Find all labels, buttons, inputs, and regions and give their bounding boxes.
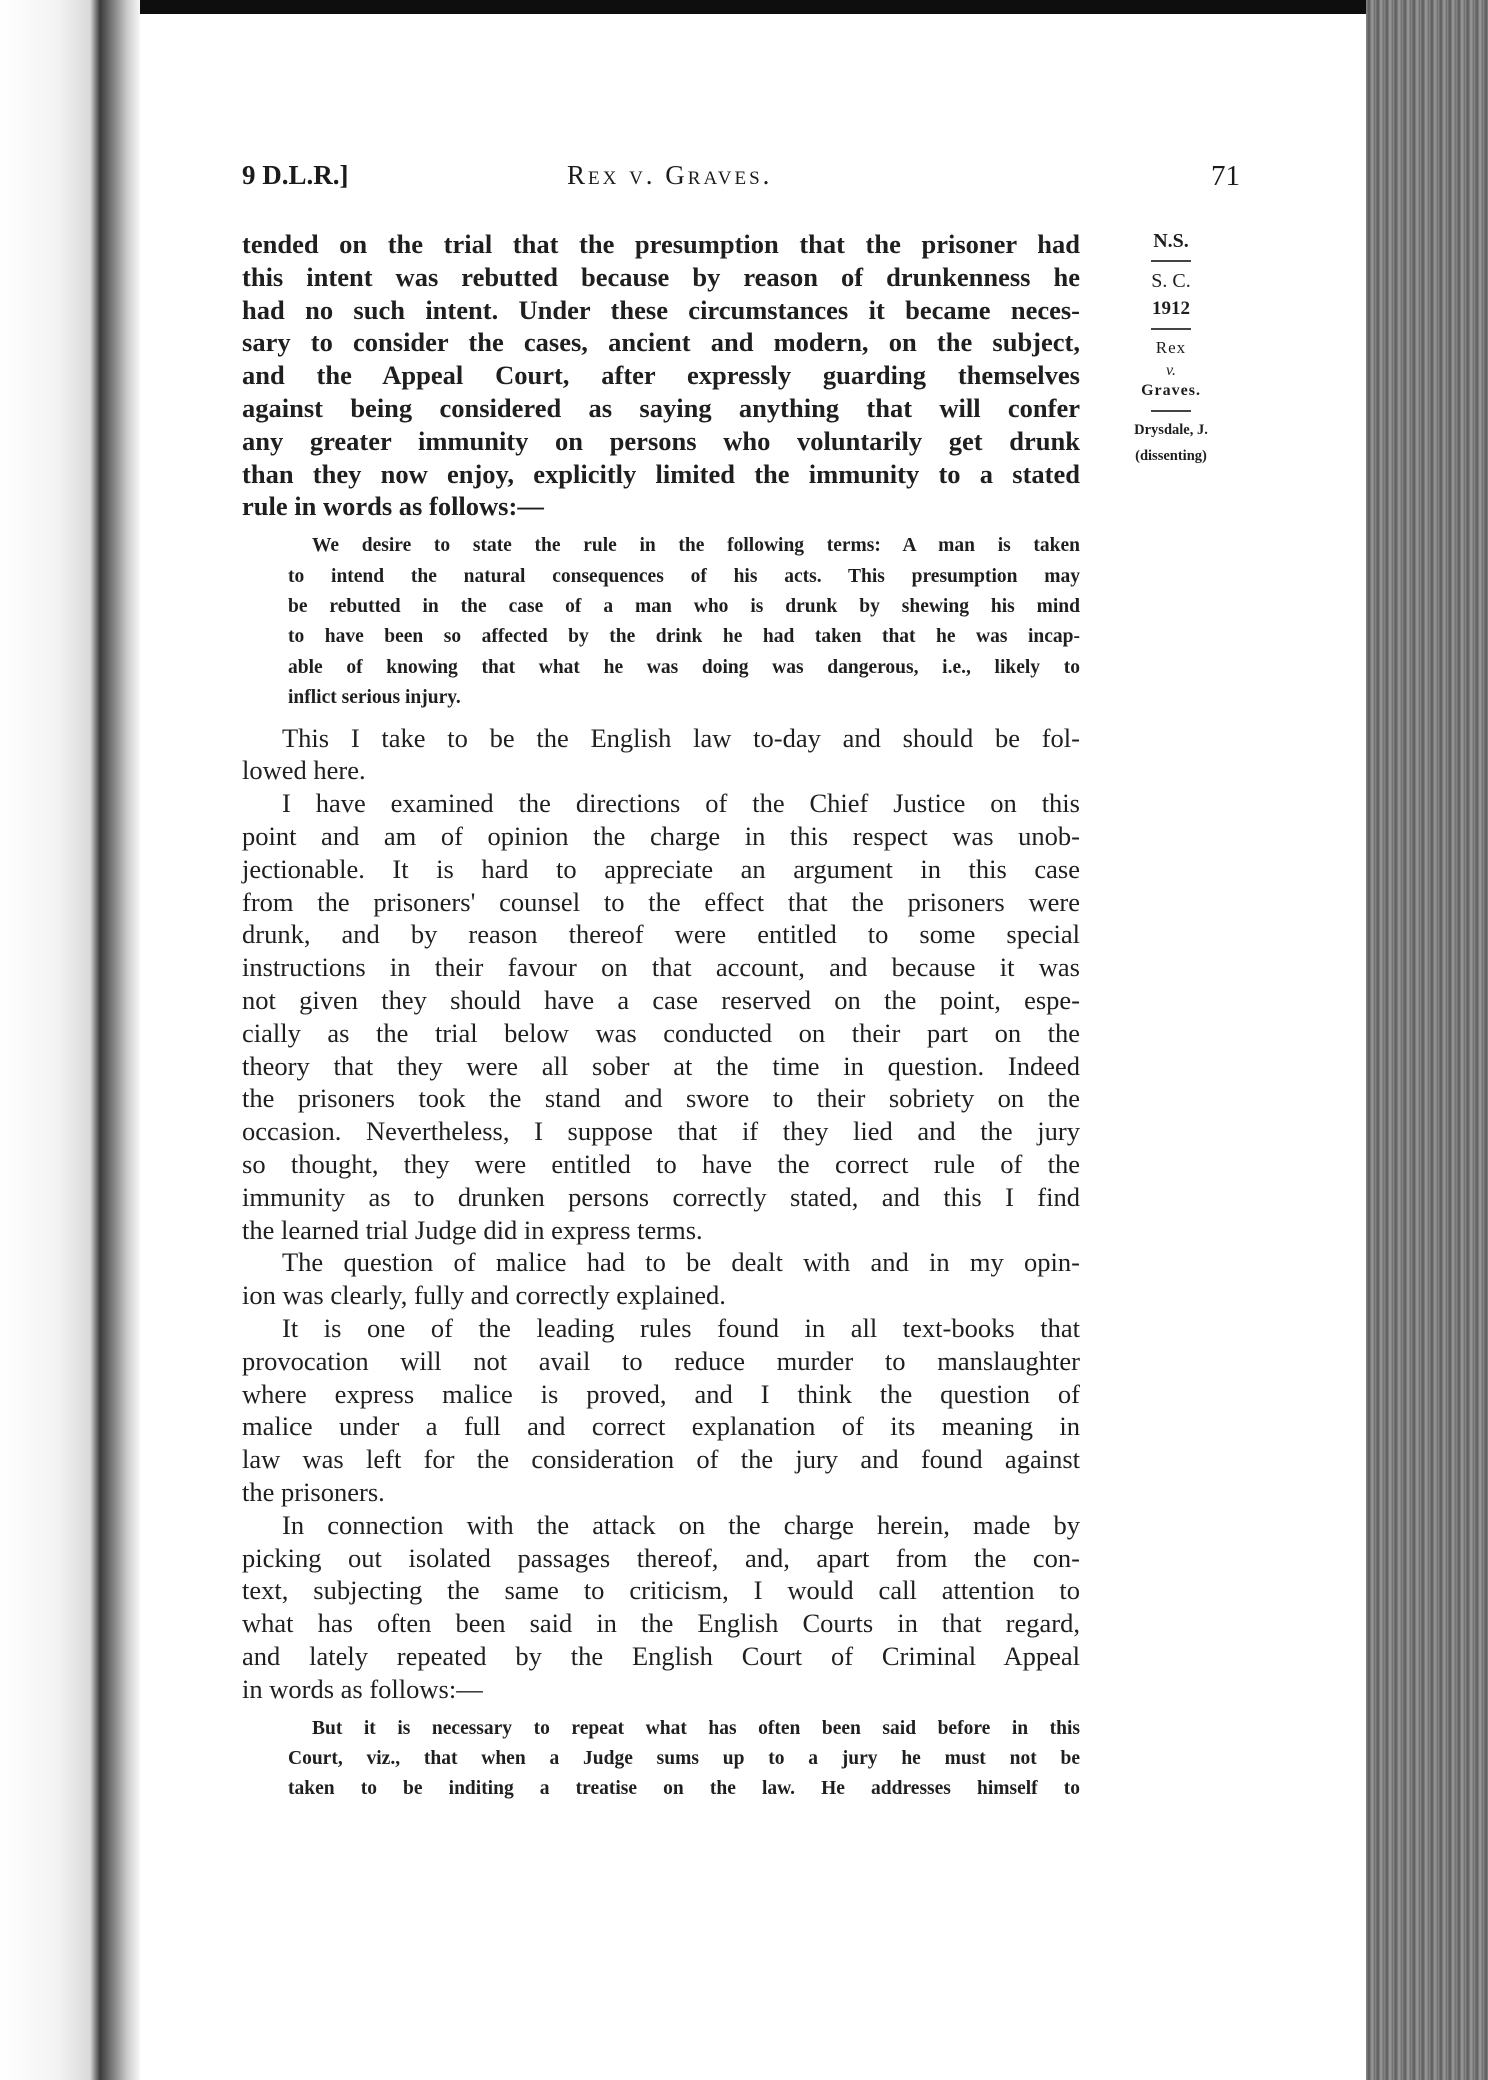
text-line: had no such intent. Under these circumstances it became neces- (242, 294, 1080, 325)
text-line: what has often been said in the English Courts in that regard, (242, 1608, 1080, 1639)
paragraph-6 (242, 1509, 1080, 1706)
text-line: not given they should have a case reserved on the point, espe- (242, 984, 1080, 1015)
text-line: jectionable. It is hard to appreciate an argument in this case (242, 853, 1080, 884)
quote-line: taken to be inditing a treatise on the law. He addresses himself to (288, 1778, 1080, 1800)
quote-line: able of knowing that what he was doing was dangerous, i.e., likely to (288, 656, 1080, 678)
paragraph-4 (242, 1246, 1080, 1312)
margin-case-v: v. (1166, 362, 1176, 379)
scan-top-border (0, 0, 1488, 14)
text-line: instructions in their favour on that account, and because it was (242, 952, 1080, 983)
margin-case-graves: Graves. (1141, 382, 1201, 399)
text-line: immunity as to drunken persons correctly stated, and this I find (242, 1181, 1080, 1212)
text-line: the prisoners. (242, 1476, 385, 1507)
margin-divider (1151, 260, 1191, 262)
text-line: ion was clearly, fully and correctly explained. (242, 1280, 726, 1311)
text-line: where express malice is proved, and I think the question of (242, 1378, 1080, 1409)
text-line: the learned trial Judge did in express terms. (242, 1214, 703, 1245)
quote-line: Court, viz., that when a Judge sums up to a jury he must not be (288, 1747, 1080, 1769)
block-quote-2 (288, 1714, 1080, 1805)
quote-line: We desire to state the rule in the following terms: A man is taken (312, 535, 1080, 557)
quote-line: be rebutted in the case of a man who is drunk by shewing his mind (288, 595, 1080, 617)
text-line: It is one of the leading rules found in all text-books that (282, 1312, 1080, 1343)
text-line: occasion. Nevertheless, I suppose that if they lied and the jury (242, 1116, 1080, 1147)
book-gutter (100, 0, 140, 2080)
text-line: point and am of opinion the charge in this respect was unob- (242, 821, 1080, 851)
text-line: drunk, and by reason thereof were entitled to some special (242, 919, 1080, 950)
margin-case-rex: Rex (1155, 338, 1187, 357)
text-line: so thought, they were entitled to have the correct rule of the (242, 1148, 1080, 1179)
margin-divider (1151, 328, 1191, 330)
text-line: This I take to be the English law to-day and should be fol- (282, 722, 1080, 753)
paragraph-5 (242, 1312, 1080, 1509)
margin-judge: Drysdale, J. (1134, 422, 1208, 438)
previous-page-edge (0, 0, 100, 2080)
text-line: malice under a full and correct explanation of its meaning in (242, 1411, 1080, 1442)
case-title: Rex v. Graves. (567, 160, 773, 190)
text-line: theory that they were all sober at the time in question. Indeed (242, 1050, 1080, 1081)
margin-year: 1912 (1152, 298, 1190, 319)
text-line: provocation will not avail to reduce murder to manslaughter (242, 1345, 1080, 1376)
text-line: picking out isolated passages thereof, and, apart from the con- (242, 1542, 1080, 1573)
quote-line: inflict serious injury. (288, 687, 461, 709)
paragraph-3 (242, 787, 1080, 1246)
text-line: sary to consider the cases, ancient and modern, on the subject, (242, 327, 1080, 358)
text-line: The question of malice had to be dealt with and in my opin- (282, 1247, 1080, 1278)
paragraph-1 (242, 228, 1080, 523)
running-header (242, 160, 1240, 200)
paragraph-2 (242, 722, 1080, 788)
text-line: In connection with the attack on the charge herein, made by (282, 1509, 1080, 1540)
book-page-stack-edge (1366, 0, 1488, 2080)
text-line: against being considered as saying anything that will confer (242, 392, 1080, 423)
text-line: any greater immunity on persons who voluntarily get drunk (242, 425, 1080, 456)
margin-notes (1116, 230, 1226, 464)
text-line: I have examined the directions of the Chief Justice on this (282, 788, 1080, 819)
quote-line: But it is necessary to repeat what has often been said before in this (312, 1717, 1080, 1739)
text-line: in words as follows:— (242, 1673, 483, 1704)
text-line: cially as the trial below was conducted on their part on the (242, 1017, 1080, 1048)
block-quote-1 (288, 531, 1080, 713)
text-line: tended on the trial that the presumption that the prisoner had (242, 229, 1080, 259)
text-line: the prisoners took the stand and swore to their sobriety on the (242, 1083, 1080, 1114)
text-line: from the prisoners' counsel to the effect that the prisoners were (242, 886, 1080, 917)
main-text (242, 228, 1080, 1813)
text-line: law was left for the consideration of the jury and found against (242, 1444, 1080, 1475)
text-line: and the Appeal Court, after expressly guarding themselves (242, 360, 1080, 391)
text-line: this intent was rebutted because by reason of drunkenness he (242, 261, 1080, 292)
text-line: and lately repeated by the English Court of Criminal Appeal (242, 1640, 1080, 1671)
volume-reference: 9 D.L.R.] (242, 160, 349, 190)
page-number: 71 (1211, 160, 1240, 192)
margin-jurisdiction: N.S. (1153, 230, 1189, 252)
text-line: lowed here. (242, 755, 366, 786)
quote-line: to intend the natural consequences of his acts. This presumption may (288, 565, 1080, 587)
margin-divider (1151, 410, 1191, 412)
margin-court: S. C. (1151, 270, 1191, 292)
margin-judge-note: (dissenting) (1135, 448, 1207, 464)
text-line: than they now enjoy, explicitly limited the immunity to a stated (242, 458, 1080, 489)
text-line: rule in words as follows:— (242, 491, 544, 522)
quote-line: to have been so affected by the drink he had taken that he was incap- (288, 626, 1080, 648)
text-line: text, subjecting the same to criticism, I would call attention to (242, 1575, 1080, 1606)
